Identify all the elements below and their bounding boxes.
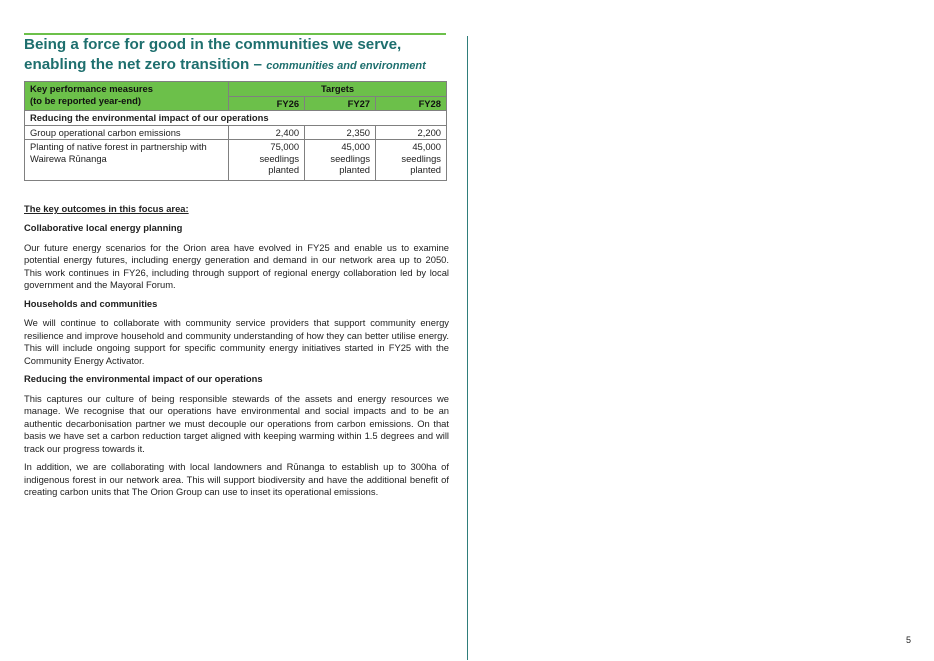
kpi-header-cell — [25, 82, 229, 111]
table-header-row — [25, 82, 447, 97]
year-header-fy27: FY27 — [305, 96, 376, 111]
table-section-label: Reducing the environmental impact of our operations — [25, 111, 447, 126]
paragraph: Our future energy scenarios for the Orion area have evolved in FY25 and enable us to examine potential energy futures, including energy generation and demand in our network area up to 2050. This work continues in FY26, including through support of regional energy collaboration led by local government and the Mayoral Forum. — [24, 241, 449, 291]
section-heading: Households and communities — [24, 297, 158, 309]
measure-cell: Group operational carbon emissions — [25, 125, 229, 140]
section-heading: Reducing the environmental impact of our operations — [24, 373, 263, 385]
outcomes-title: The key outcomes in this focus area: — [24, 203, 189, 214]
targets-header: Targets — [229, 82, 447, 97]
heading-line-2-main: enabling the net zero transition – — [24, 55, 262, 73]
value-cell-fy27: 2,350 — [305, 125, 376, 140]
paragraph: In addition, we are collaborating with local landowners and Rūnanga to establish up to 300ha of indigenous forest in our network area. This will support biodiversity and have the additional benefit of creating carbon units that The Orion Group can use to inset its operational emissions. — [24, 461, 449, 498]
value-cell-fy27: 45,000 seedlings planted — [305, 140, 376, 181]
year-header-fy26: FY26 — [229, 96, 305, 111]
value-cell-fy28: 2,200 — [376, 125, 447, 140]
value-cell-fy26: 75,000 seedlings planted — [229, 140, 305, 181]
page-number: 5 — [906, 635, 912, 645]
value-cell-fy28: 45,000 seedlings planted — [376, 140, 447, 181]
paragraph: This captures our culture of being responsible stewards of the assets and energy resources we manage. We recognise that our operations have environmental and social impacts and to be an authentic decarbonisation partner we must decouple our operations from carbon emissions. On that basis we have set a carbon reduction target aligned with keeping warming within 1.5 degrees and will track our progress towards it. — [24, 392, 449, 454]
value-cell-fy26: 2,400 — [229, 125, 305, 140]
paragraph: We will continue to collaborate with community service providers that support community energy resilience and improve household and community understanding of how they can better utilise energy. This will include ongoing support for specific community energy initiatives started in FY25 with the Community Energy Activator. — [24, 317, 449, 366]
section-heading: Collaborative local energy planning — [24, 222, 183, 234]
page-heading — [24, 35, 464, 76]
table-row — [25, 140, 447, 181]
heading-subtitle: communities and environment — [266, 59, 426, 72]
kpi-header-line-1: Key performance measures — [30, 83, 153, 94]
kpi-table — [24, 81, 447, 181]
outcomes-section — [24, 203, 449, 505]
year-header-fy28: FY28 — [376, 96, 447, 111]
column-divider — [467, 36, 468, 660]
table-section-row — [25, 111, 447, 126]
heading-line-1: Being a force for good in the communities we serve, — [24, 36, 402, 53]
heading-line-2 — [24, 55, 464, 77]
kpi-header-line-2: (to be reported year-end) — [30, 94, 141, 106]
measure-cell: Planting of native forest in partnership with Wairewa Rūnanga — [25, 140, 229, 181]
table-row — [25, 125, 447, 140]
